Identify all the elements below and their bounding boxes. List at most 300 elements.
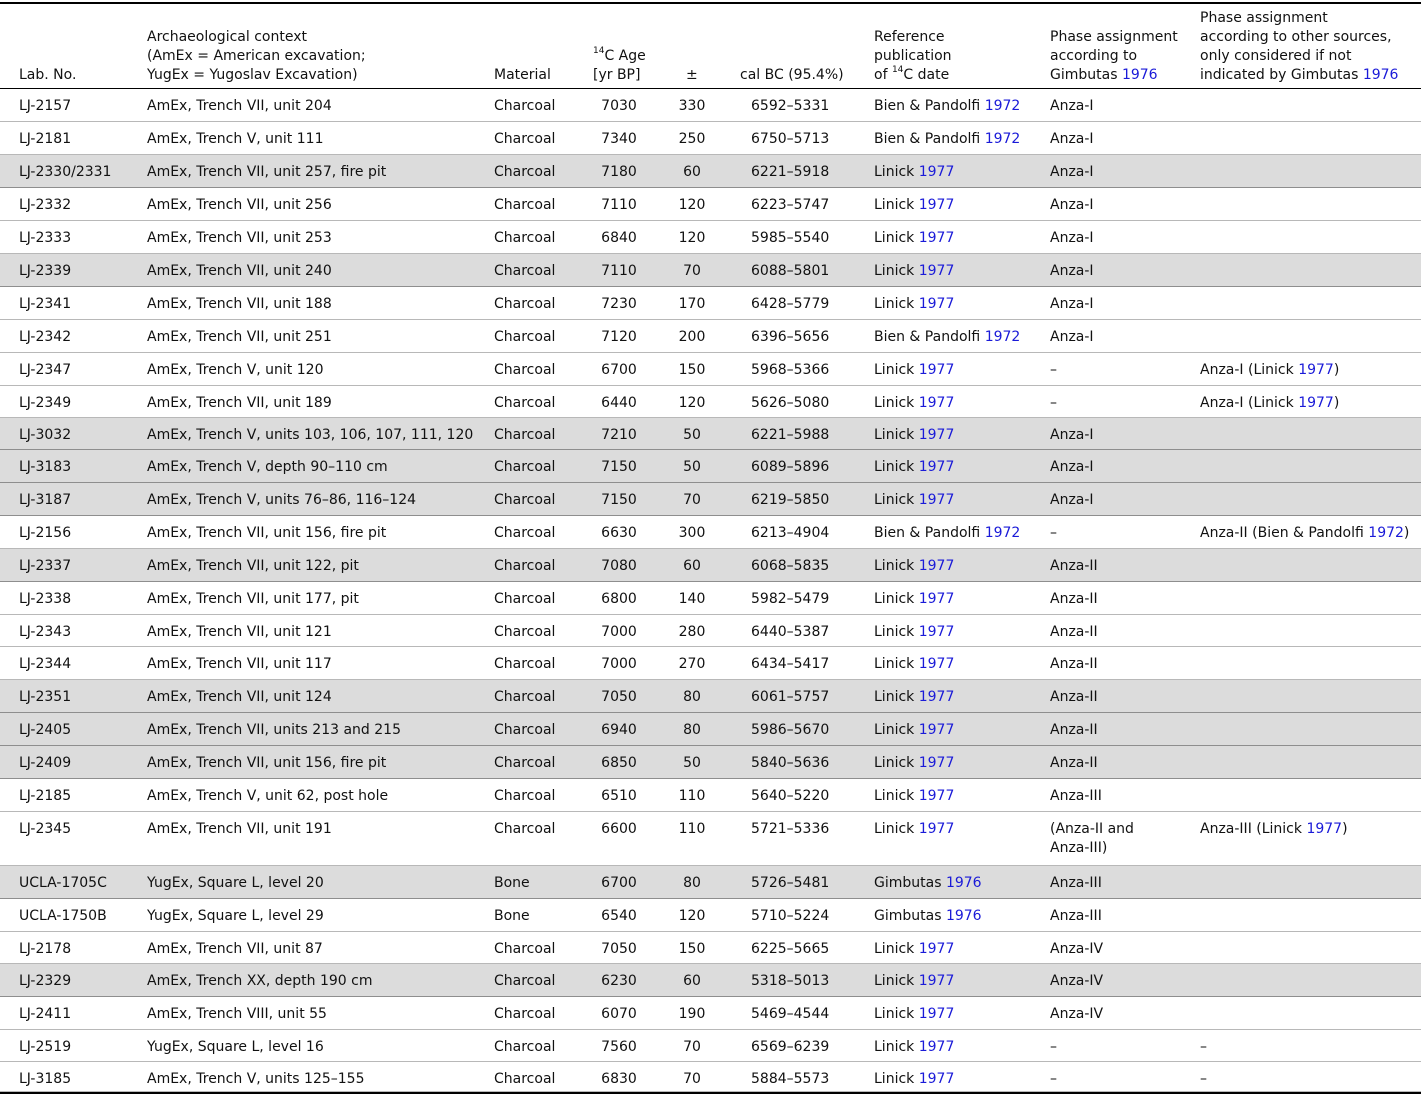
other-source-year-link[interactable]: 1977 — [1298, 362, 1334, 378]
material-cell: Charcoal — [494, 329, 556, 345]
reference-cell — [874, 972, 954, 991]
material-cell: Charcoal — [494, 492, 556, 508]
reference-cell — [874, 491, 954, 510]
reference-cell — [874, 940, 954, 959]
header-reference-line1: Reference — [874, 29, 945, 45]
phase-gimbutas-cell: Anza-I — [1050, 197, 1094, 213]
cal-bc-cell: 5626–5080 — [751, 395, 830, 411]
other-source-text: Anza-I (Linick — [1200, 362, 1299, 378]
other-source-year-link[interactable]: 1977 — [1306, 821, 1343, 837]
phase-gimbutas-cell: – — [1050, 525, 1057, 541]
phase-gimbutas-cell: Anza-I — [1050, 98, 1094, 114]
age-error-cell: 80 — [683, 875, 701, 891]
reference-author: Gimbutas — [874, 908, 946, 924]
reference-author: Linick — [874, 788, 919, 804]
reference-year-link[interactable]: 1977 — [918, 941, 955, 957]
cal-bc-cell: 5968–5366 — [751, 362, 830, 378]
archaeological-context-cell: AmEx, Trench V, unit 111 — [147, 131, 324, 147]
age-bp-cell: 7230 — [601, 296, 637, 312]
reference-cell — [874, 688, 954, 707]
cal-bc-cell: 5884–5573 — [751, 1071, 830, 1087]
material-cell: Charcoal — [494, 131, 556, 147]
phase-gimbutas-cell: Anza-I — [1050, 230, 1094, 246]
reference-year-link[interactable]: 1972 — [984, 525, 1021, 541]
other-source-text: ) — [1342, 821, 1348, 837]
header-phase-citation-link[interactable]: 1976 — [1121, 67, 1158, 83]
table-row — [0, 320, 1421, 353]
reference-cell — [874, 229, 954, 248]
age-error-cell: 300 — [678, 525, 706, 541]
age-error-cell: 70 — [683, 492, 701, 508]
header-reference — [874, 0, 952, 88]
reference-author: Linick — [874, 624, 919, 640]
age-error-cell: 330 — [678, 98, 706, 114]
header-other-line3: only considered if not — [1200, 48, 1352, 64]
header-reference-line3-pre: of — [874, 67, 892, 83]
archaeological-context-cell: AmEx, Trench VII, unit 189 — [147, 395, 332, 411]
age-error-cell: 70 — [683, 1071, 701, 1087]
lab-number-cell: LJ-2343 — [19, 624, 72, 640]
archaeological-context-cell: AmEx, Trench V, unit 62, post hole — [147, 788, 389, 804]
header-reference-superscript: 14 — [891, 65, 904, 76]
other-source-text: ) — [1333, 395, 1340, 411]
other-source-text: Anza-III (Linick — [1200, 821, 1307, 837]
phase-gimbutas-cell: Anza-IV — [1050, 1006, 1104, 1022]
reference-year-link[interactable]: 1977 — [918, 197, 955, 213]
age-bp-cell: 6230 — [601, 973, 637, 989]
table-row — [0, 899, 1421, 932]
archaeological-context-cell: AmEx, Trench VII, unit 257, fire pit — [147, 164, 387, 180]
table-row — [0, 188, 1421, 221]
material-cell: Charcoal — [494, 941, 556, 957]
age-error-cell: 250 — [678, 131, 706, 147]
reference-year-link[interactable]: 1972 — [984, 98, 1021, 114]
lab-number-cell: LJ-2337 — [19, 558, 72, 574]
age-error-cell: 70 — [683, 1039, 701, 1055]
archaeological-context-cell: AmEx, Trench V, units 103, 106, 107, 111, 120 — [147, 427, 474, 443]
material-cell: Charcoal — [494, 1039, 556, 1055]
header-age-line1-text: C Age — [604, 48, 646, 64]
table-row — [0, 287, 1421, 320]
table-row — [0, 516, 1421, 549]
table-row — [0, 549, 1421, 582]
cal-bc-cell: 6213–4904 — [751, 525, 830, 541]
table-row — [0, 254, 1421, 287]
reference-year-link[interactable]: 1977 — [918, 296, 955, 312]
reference-cell — [874, 874, 982, 893]
cal-bc-cell: 6750–5713 — [751, 131, 830, 147]
reference-author: Linick — [874, 362, 919, 378]
age-error-cell: 120 — [678, 395, 706, 411]
reference-year-link[interactable]: 1977 — [918, 263, 955, 279]
age-bp-cell: 7180 — [601, 164, 637, 180]
age-bp-cell: 7000 — [601, 656, 637, 672]
cal-bc-cell: 5318–5013 — [751, 973, 830, 989]
reference-author: Bien & Pandolfi — [874, 525, 985, 541]
lab-number-cell: LJ-2157 — [19, 98, 72, 114]
archaeological-context-cell: AmEx, Trench VII, unit 177, pit — [147, 591, 359, 607]
archaeological-context-cell: AmEx, Trench VII, unit 240 — [147, 263, 332, 279]
header-phase-line2: according to — [1050, 48, 1138, 64]
archaeological-context-cell: AmEx, Trench VII, unit 156, fire pit — [147, 755, 387, 771]
age-error-cell: 270 — [678, 656, 706, 672]
phase-gimbutas-cell: Anza-II — [1050, 689, 1098, 705]
cal-bc-cell: 5710–5224 — [751, 908, 830, 924]
lab-number-cell: LJ-2409 — [19, 755, 72, 771]
age-bp-cell: 6070 — [601, 1006, 637, 1022]
phase-gimbutas-cell: – — [1050, 362, 1057, 378]
table-row — [0, 483, 1421, 516]
header-context-line1: Archaeological context — [147, 29, 307, 45]
cal-bc-cell: 6223–5747 — [751, 197, 830, 213]
cal-bc-cell: 5469–4544 — [751, 1006, 830, 1022]
lab-number-cell: LJ-2156 — [19, 525, 72, 541]
reference-author: Linick — [874, 197, 919, 213]
age-bp-cell: 6700 — [601, 875, 637, 891]
reference-year-link[interactable]: 1972 — [984, 329, 1021, 345]
header-lab-no — [19, 0, 76, 88]
reference-author: Linick — [874, 296, 919, 312]
age-bp-cell: 7340 — [601, 131, 637, 147]
age-bp-cell: 7080 — [601, 558, 637, 574]
cal-bc-cell: 6219–5850 — [751, 492, 830, 508]
reference-cell — [874, 1070, 954, 1089]
reference-year-link[interactable]: 1977 — [918, 591, 955, 607]
archaeological-context-cell: AmEx, Trench VII, unit 188 — [147, 296, 332, 312]
phase-gimbutas-cell: Anza-II — [1050, 755, 1098, 771]
cal-bc-cell: 6592–5331 — [751, 98, 830, 114]
age-error-cell: 70 — [683, 263, 701, 279]
archaeological-context-cell: AmEx, Trench VII, unit 191 — [147, 821, 332, 837]
header-reference-line2: publication — [874, 48, 952, 64]
other-source-text: ) — [1333, 362, 1340, 378]
table-row — [0, 997, 1421, 1030]
table-row — [0, 964, 1421, 997]
header-age — [593, 0, 646, 88]
age-error-cell: 50 — [683, 755, 701, 771]
reference-year-link[interactable]: 1977 — [918, 689, 955, 705]
header-error-text: ± — [686, 67, 698, 83]
reference-year-link[interactable]: 1977 — [918, 427, 955, 443]
cal-bc-cell: 6089–5896 — [751, 459, 830, 475]
reference-author: Linick — [874, 1039, 919, 1055]
age-bp-cell: 7150 — [601, 459, 637, 475]
phase-gimbutas-cell: Anza-III — [1050, 788, 1102, 804]
table-row — [0, 812, 1421, 866]
material-cell: Charcoal — [494, 591, 556, 607]
material-cell: Charcoal — [494, 624, 556, 640]
table-row — [0, 746, 1421, 779]
archaeological-context-cell: AmEx, Trench VII, unit 122, pit — [147, 558, 359, 574]
age-error-cell: 50 — [683, 459, 701, 475]
phase-gimbutas-cell: Anza-III — [1050, 908, 1102, 924]
lab-number-cell: LJ-2345 — [19, 821, 72, 837]
reference-author: Linick — [874, 755, 919, 771]
material-cell: Charcoal — [494, 197, 556, 213]
age-bp-cell: 7150 — [601, 492, 637, 508]
age-bp-cell: 6600 — [601, 821, 637, 837]
material-cell: Charcoal — [494, 755, 556, 771]
reference-cell — [874, 907, 982, 926]
reference-cell — [874, 295, 954, 314]
phase-gimbutas-cell: Anza-I — [1050, 459, 1094, 475]
table-row — [0, 221, 1421, 254]
reference-author: Linick — [874, 395, 919, 411]
age-bp-cell: 7030 — [601, 98, 637, 114]
reference-year-link[interactable]: 1977 — [918, 362, 955, 378]
age-error-cell: 60 — [683, 164, 701, 180]
reference-cell — [874, 361, 954, 380]
cal-bc-cell: 6396–5656 — [751, 329, 830, 345]
other-source-text: ) — [1403, 525, 1410, 541]
phase-gimbutas-cell: Anza-III — [1050, 875, 1102, 891]
age-bp-cell: 6630 — [601, 525, 637, 541]
phase-gimbutas-cell: – — [1050, 1039, 1057, 1055]
reference-year-link[interactable]: 1976 — [945, 908, 982, 924]
header-reference-line3 — [874, 66, 952, 85]
phase-gimbutas-cell: Anza-II — [1050, 624, 1098, 640]
reference-cell — [874, 130, 1020, 149]
lab-number-cell: LJ-2342 — [19, 329, 72, 345]
phase-other-cell — [1200, 1070, 1207, 1089]
age-bp-cell: 6700 — [601, 362, 637, 378]
material-cell: Charcoal — [494, 973, 556, 989]
other-source-text: Anza-I (Linick — [1200, 395, 1299, 411]
lab-number-cell: LJ-3187 — [19, 492, 72, 508]
lab-number-cell: LJ-2411 — [19, 1006, 72, 1022]
reference-cell — [874, 163, 954, 182]
reference-cell — [874, 655, 954, 674]
cal-bc-cell: 5982–5479 — [751, 591, 830, 607]
other-source-text: Anza-II (Bien & Pandolfi — [1200, 525, 1369, 541]
age-error-cell: 110 — [678, 821, 706, 837]
cal-bc-cell: 6569–6239 — [751, 1039, 830, 1055]
age-bp-cell: 7120 — [601, 329, 637, 345]
header-other-line2: according to other sources, — [1200, 29, 1392, 45]
reference-author: Linick — [874, 722, 919, 738]
cal-bc-cell: 6088–5801 — [751, 263, 830, 279]
table-row — [0, 866, 1421, 899]
age-bp-cell: 6940 — [601, 722, 637, 738]
reference-cell — [874, 262, 954, 281]
reference-author: Linick — [874, 492, 919, 508]
archaeological-context-cell: AmEx, Trench VII, unit 156, fire pit — [147, 525, 387, 541]
header-other-line4-pre: indicated by Gimbutas — [1200, 67, 1363, 83]
reference-year-link[interactable]: 1977 — [918, 558, 955, 574]
table-row — [0, 353, 1421, 386]
reference-year-link[interactable]: 1977 — [918, 788, 955, 804]
reference-year-link[interactable]: 1977 — [918, 821, 955, 837]
reference-author: Linick — [874, 164, 919, 180]
archaeological-context-cell: AmEx, Trench VII, unit 121 — [147, 624, 332, 640]
age-bp-cell: 7110 — [601, 197, 637, 213]
lab-number-cell: LJ-2333 — [19, 230, 72, 246]
reference-year-link[interactable]: 1976 — [945, 875, 982, 891]
material-cell: Charcoal — [494, 459, 556, 475]
archaeological-context-cell: AmEx, Trench XX, depth 190 cm — [147, 973, 373, 989]
other-source-year-link[interactable]: 1972 — [1368, 525, 1404, 541]
archaeological-context-cell: AmEx, Trench VII, units 213 and 215 — [147, 722, 401, 738]
reference-year-link[interactable]: 1977 — [918, 973, 955, 989]
table-row — [0, 932, 1421, 964]
lab-number-cell: LJ-2185 — [19, 788, 72, 804]
material-cell: Charcoal — [494, 98, 556, 114]
header-cal — [740, 0, 844, 88]
phase-other-cell — [1200, 394, 1339, 413]
age-error-cell: 120 — [678, 197, 706, 213]
reference-year-link[interactable]: 1977 — [918, 722, 955, 738]
phase-gimbutas-cell: Anza-I — [1050, 296, 1094, 312]
reference-author: Linick — [874, 1006, 919, 1022]
archaeological-context-cell: AmEx, Trench VII, unit 253 — [147, 230, 332, 246]
age-error-cell: 150 — [678, 941, 706, 957]
reference-cell — [874, 458, 954, 477]
lab-number-cell: LJ-3183 — [19, 459, 72, 475]
archaeological-context-cell: AmEx, Trench VII, unit 117 — [147, 656, 332, 672]
table-row — [0, 582, 1421, 615]
header-other-line4 — [1200, 66, 1398, 85]
age-error-cell: 170 — [678, 296, 706, 312]
cal-bc-cell: 5640–5220 — [751, 788, 830, 804]
material-cell: Bone — [494, 875, 530, 891]
lab-number-cell: LJ-2341 — [19, 296, 72, 312]
cal-bc-cell: 6428–5779 — [751, 296, 830, 312]
reference-author: Linick — [874, 689, 919, 705]
lab-number-cell: LJ-3032 — [19, 427, 72, 443]
reference-year-link[interactable]: 1977 — [918, 1071, 955, 1087]
lab-number-cell: LJ-2178 — [19, 941, 72, 957]
material-cell: Charcoal — [494, 1071, 556, 1087]
reference-author: Linick — [874, 558, 919, 574]
lab-number-cell: LJ-2519 — [19, 1039, 72, 1055]
header-cal-text: cal BC (95.4%) — [740, 67, 844, 83]
reference-year-link[interactable]: 1977 — [918, 164, 955, 180]
reference-author: Bien & Pandolfi — [874, 98, 985, 114]
table-row — [0, 1062, 1421, 1092]
phase-gimbutas-cell: Anza-I — [1050, 329, 1094, 345]
header-phase-line1: Phase assignment — [1050, 29, 1178, 45]
cal-bc-cell: 5726–5481 — [751, 875, 830, 891]
material-cell: Charcoal — [494, 395, 556, 411]
reference-author: Gimbutas — [874, 875, 946, 891]
lab-number-cell: LJ-2330/2331 — [19, 164, 112, 180]
reference-cell — [874, 328, 1020, 347]
reference-year-link[interactable]: 1977 — [918, 1006, 955, 1022]
reference-year-link[interactable]: 1977 — [918, 755, 955, 771]
age-error-cell: 150 — [678, 362, 706, 378]
phase-gimbutas-cell: Anza-I — [1050, 131, 1094, 147]
reference-year-link[interactable]: 1977 — [918, 1039, 955, 1055]
reference-author: Linick — [874, 230, 919, 246]
age-error-cell: 200 — [678, 329, 706, 345]
archaeological-context-cell: YugEx, Square L, level 29 — [147, 908, 324, 924]
reference-author: Bien & Pandolfi — [874, 131, 985, 147]
archaeological-context-cell: AmEx, Trench V, depth 90–110 cm — [147, 459, 388, 475]
reference-year-link[interactable]: 1977 — [918, 492, 955, 508]
other-source-text: – — [1200, 1071, 1207, 1087]
archaeological-context-cell: YugEx, Square L, level 20 — [147, 875, 324, 891]
reference-cell — [874, 1005, 954, 1024]
archaeological-context-cell: AmEx, Trench VII, unit 256 — [147, 197, 332, 213]
archaeological-context-cell: AmEx, Trench VIII, unit 55 — [147, 1006, 327, 1022]
archaeological-context-cell: AmEx, Trench VII, unit 204 — [147, 98, 332, 114]
table-row — [0, 122, 1421, 155]
phase-gimbutas-cell: Anza-I — [1050, 492, 1094, 508]
age-bp-cell: 7000 — [601, 624, 637, 640]
lab-number-cell: LJ-2339 — [19, 263, 72, 279]
reference-cell — [874, 590, 954, 609]
reference-year-link[interactable]: 1977 — [918, 395, 955, 411]
cal-bc-cell: 6221–5918 — [751, 164, 830, 180]
reference-cell — [874, 754, 954, 773]
table-row — [0, 1030, 1421, 1062]
age-error-cell: 280 — [678, 624, 706, 640]
archaeological-context-cell: AmEx, Trench V, unit 120 — [147, 362, 324, 378]
phase-other-cell — [1200, 1038, 1207, 1057]
age-bp-cell: 7210 — [601, 427, 637, 443]
lab-number-cell: LJ-3185 — [19, 1071, 72, 1087]
lab-number-cell: LJ-2344 — [19, 656, 72, 672]
phase-other-cell — [1200, 820, 1348, 839]
archaeological-context-cell: AmEx, Trench V, units 125–155 — [147, 1071, 365, 1087]
reference-year-link[interactable]: 1977 — [918, 459, 955, 475]
cal-bc-cell: 5985–5540 — [751, 230, 830, 246]
reference-author: Linick — [874, 941, 919, 957]
table-row — [0, 647, 1421, 680]
header-other-citation-link[interactable]: 1976 — [1362, 67, 1399, 83]
age-error-cell: 50 — [683, 427, 701, 443]
material-cell: Charcoal — [494, 263, 556, 279]
header-age-line1 — [593, 47, 646, 66]
table-row — [0, 680, 1421, 713]
reference-year-link[interactable]: 1977 — [918, 624, 955, 640]
reference-cell — [874, 787, 954, 806]
age-error-cell: 110 — [678, 788, 706, 804]
other-source-year-link[interactable]: 1977 — [1298, 395, 1334, 411]
reference-author: Linick — [874, 427, 919, 443]
phase-gimbutas-cell: Anza-IV — [1050, 941, 1104, 957]
header-other-line1: Phase assignment — [1200, 10, 1328, 26]
table-row — [0, 418, 1421, 450]
reference-year-link[interactable]: 1972 — [984, 131, 1021, 147]
reference-year-link[interactable]: 1977 — [918, 656, 955, 672]
reference-cell — [874, 524, 1020, 543]
reference-cell — [874, 623, 954, 642]
phase-other-cell — [1200, 524, 1409, 543]
reference-author: Linick — [874, 821, 919, 837]
age-error-cell: 140 — [678, 591, 706, 607]
header-context — [147, 0, 366, 88]
phase-gimbutas-cell: (Anza-II and Anza-III) — [1050, 821, 1134, 856]
phase-gimbutas-cell: Anza-I — [1050, 164, 1094, 180]
table-row — [0, 386, 1421, 418]
lab-number-cell: LJ-2332 — [19, 197, 72, 213]
material-cell: Charcoal — [494, 656, 556, 672]
table-row — [0, 155, 1421, 188]
header-phase-line3 — [1050, 66, 1178, 85]
reference-cell — [874, 426, 954, 445]
material-cell: Charcoal — [494, 821, 556, 837]
lab-number-cell: LJ-2405 — [19, 722, 72, 738]
cal-bc-cell: 5986–5670 — [751, 722, 830, 738]
age-error-cell: 190 — [678, 1006, 706, 1022]
lab-number-cell: LJ-2351 — [19, 689, 72, 705]
reference-year-link[interactable]: 1977 — [918, 230, 955, 246]
reference-cell — [874, 97, 1020, 116]
age-bp-cell: 7110 — [601, 263, 637, 279]
cal-bc-cell: 6440–5387 — [751, 624, 830, 640]
archaeological-context-cell: YugEx, Square L, level 16 — [147, 1039, 324, 1055]
